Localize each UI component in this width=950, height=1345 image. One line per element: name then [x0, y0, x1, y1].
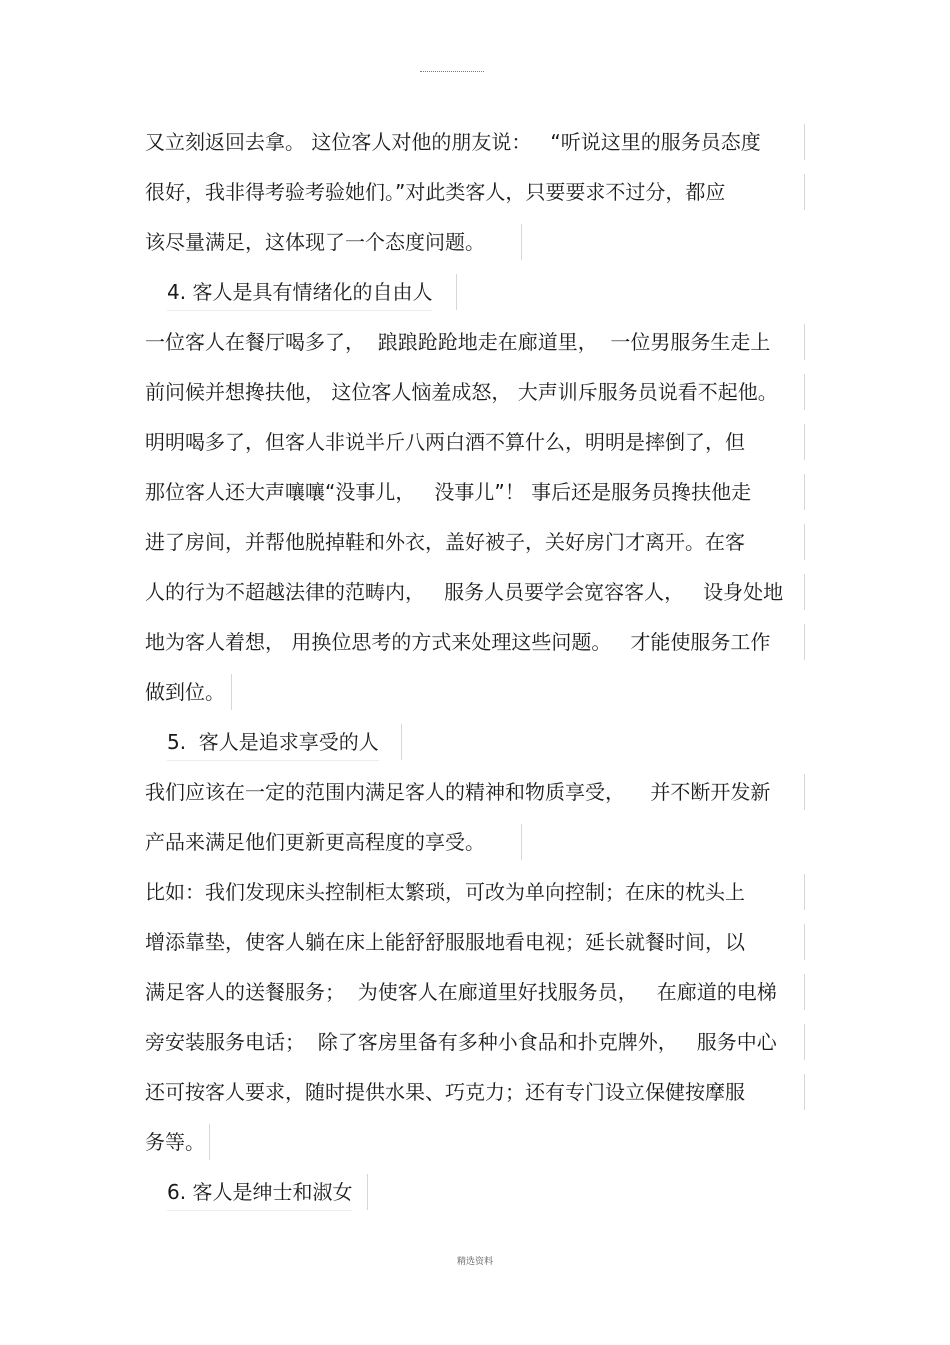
text-line: 比如：我们发现床头控制柜太繁琐，可改为单向控制；在床的枕头上 — [145, 874, 745, 910]
text-line: 该尽量满足，这体现了一个态度问题。 — [145, 224, 485, 260]
text-line: 满足客人的送餐服务； 为使客人在廊道里好找服务员， 在廊道的电梯 — [145, 974, 777, 1010]
text-line: 人的行为不超越法律的范畴内， 服务人员要学会宽容客人， 设身处地 — [145, 574, 783, 610]
section-heading: 4. 客人是具有情绪化的自由人 — [167, 274, 432, 311]
text-line: 那位客人还大声嚷嚷“没事儿， 没事儿”！ 事后还是服务员搀扶他走 — [145, 474, 751, 510]
text-line: 又立刻返回去拿。 这位客人对他的朋友说： “听说这里的服务员态度 — [145, 124, 761, 160]
header-rule — [420, 71, 484, 72]
text-line: 务等。 — [145, 1124, 205, 1160]
text-line: 增添靠垫，使客人躺在床上能舒舒服服地看电视；延长就餐时间，以 — [145, 924, 745, 960]
text-line: 很好，我非得考验考验她们。”对此类客人，只要要求不过分，都应 — [145, 174, 725, 210]
text-line: 地为客人着想， 用换位思考的方式来处理这些问题。 才能使服务工作 — [145, 624, 770, 660]
text-line: 进了房间，并帮他脱掉鞋和外衣，盖好被子，关好房门才离开。在客 — [145, 524, 745, 560]
section-heading: 5. 客人是追求享受的人 — [167, 724, 379, 761]
text-line: 做到位。 — [145, 674, 225, 710]
section-heading: 6. 客人是绅士和淑女 — [167, 1174, 352, 1211]
text-line: 一位客人在餐厅喝多了， 踉踉跄跄地走在廊道里， 一位男服务生走上 — [145, 324, 770, 360]
page-footer: 精选资料 — [456, 1257, 493, 1267]
text-line: 前问候并想搀扶他， 这位客人恼羞成怒， 大声训斥服务员说看不起他。 — [145, 374, 778, 410]
text-line: 明明喝多了，但客人非说半斤八两白酒不算什么，明明是摔倒了，但 — [145, 424, 745, 460]
text-line: 旁安装服务电话； 除了客房里备有多种小食品和扑克牌外， 服务中心 — [145, 1024, 777, 1060]
text-line: 还可按客人要求，随时提供水果、巧克力；还有专门设立保健按摩服 — [145, 1074, 745, 1110]
text-line: 产品来满足他们更新更高程度的享受。 — [145, 824, 485, 860]
text-line: 我们应该在一定的范围内满足客人的精神和物质享受， 并不断开发新 — [145, 774, 770, 810]
